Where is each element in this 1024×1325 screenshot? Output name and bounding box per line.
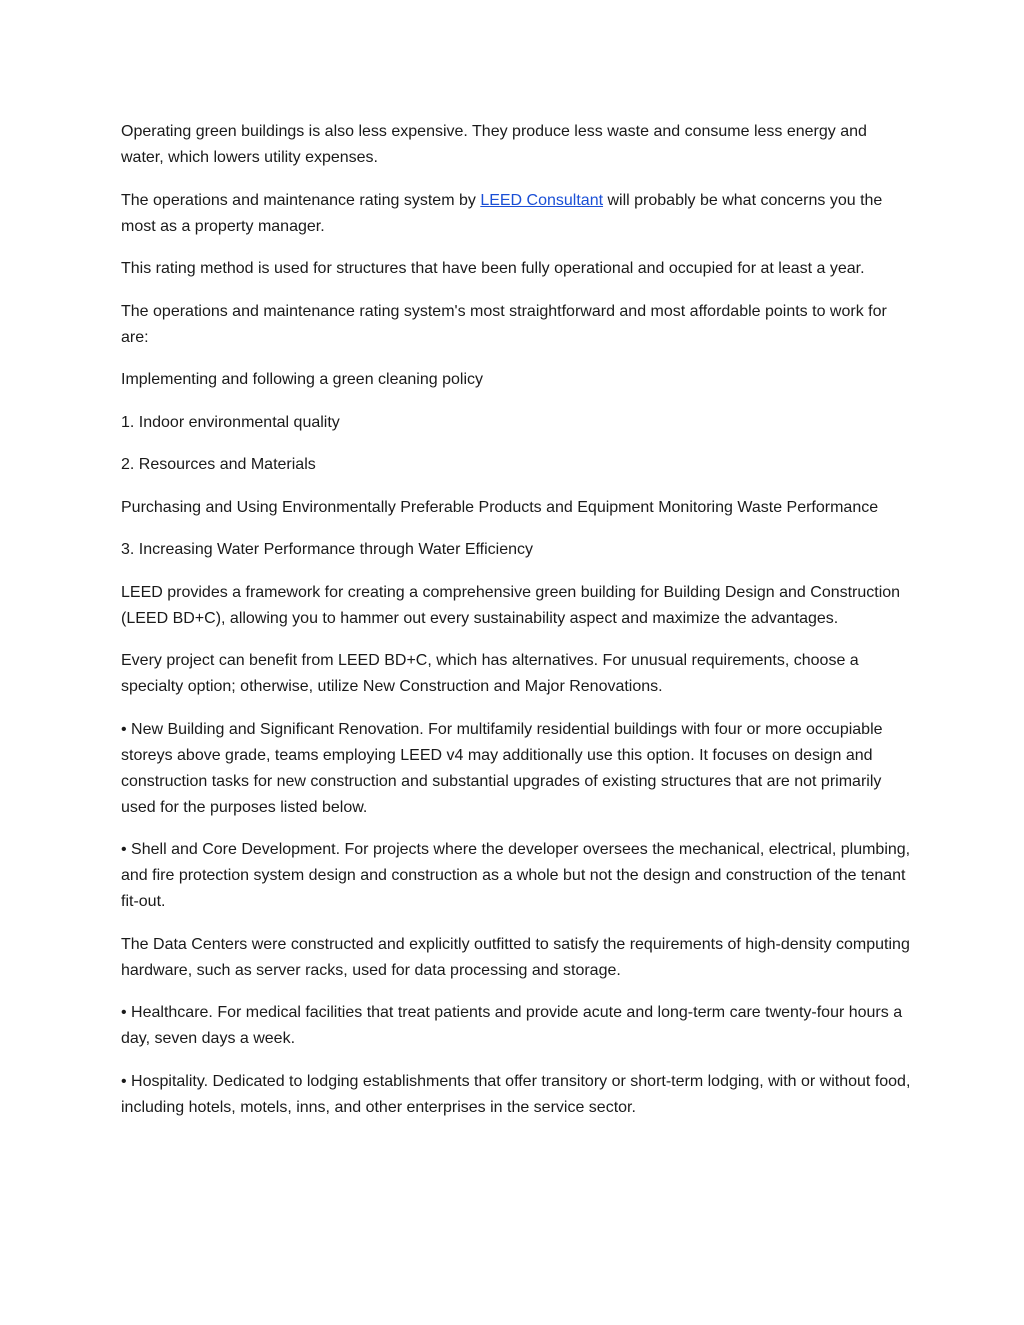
paragraph-leed-bdc: Every project can benefit from LEED BD+C, which has alternatives. For unusual requirements, choose a specialty option; otherwise, utilize New Construction and Major Renovations. bbox=[121, 652, 859, 695]
bullet-hospitality: • Hospitality. Dedicated to lodging establishments that offer transitory or short-term lodging, with or without food, including hotels, motels, inns, and other enterprises in the service sector. bbox=[121, 1072, 911, 1116]
bullet-shell-core: • Shell and Core Development. For projects where the developer oversees the mechanical, electrical, plumbing, and fire protection system design and construction as a whole but not the design and construction of the tenant fit-out. bbox=[121, 841, 911, 910]
document-page bbox=[121, 119, 911, 1137]
list-item-resources-materials: 2. Resources and Materials bbox=[121, 456, 316, 473]
paragraph-points-intro: The operations and maintenance rating system's most straightforward and most affordable points to work for are: bbox=[121, 302, 887, 346]
list-item-indoor-quality: 1. Indoor environmental quality bbox=[121, 413, 340, 431]
list-item-water-efficiency: 3. Increasing Water Performance through Water Efficiency bbox=[121, 541, 534, 558]
paragraph-purchasing: Purchasing and Using Environmentally Preferable Products and Equipment Monitoring Waste Performance bbox=[121, 498, 879, 516]
bullet-new-building: • New Building and Significant Renovation. For multifamily residential buildings with four or more occupiable storeys above grade, teams employing LEED v4 may additionally use this option. It focuses on design and construction tasks for new construction and substantial upgrades of existing structures that are not primarily used for the purposes listed below. bbox=[121, 720, 883, 816]
paragraph-data-centers: The Data Centers were constructed and explicitly outfitted to satisfy the requirements of high-density computing hardware, such as server racks, used for data processing and storage. bbox=[121, 935, 910, 979]
paragraph-rating-method: This rating method is used for structures that have been fully operational and occupied for at least a year. bbox=[121, 260, 865, 277]
paragraph-rating-system-text-before: The operations and maintenance rating system by bbox=[121, 191, 481, 209]
paragraph-green-cleaning: Implementing and following a green cleaning policy bbox=[121, 371, 483, 388]
paragraph-leed-framework: LEED provides a framework for creating a comprehensive green building for Building Design and Construction (LEED BD+C), allowing you to hammer out every sustainability aspect and maximize the advantages. bbox=[121, 583, 901, 627]
leed-consultant-link[interactable]: LEED Consultant bbox=[480, 191, 604, 209]
bullet-healthcare: • Healthcare. For medical facilities that treat patients and provide acute and long-term care twenty-four hours a day, seven days a week. bbox=[121, 1004, 903, 1047]
paragraph-rating-system bbox=[121, 188, 911, 240]
paragraph-rating-system-text-after: will probably be what concerns you the most as a property manager. bbox=[121, 191, 883, 235]
paragraph-operating-costs: Operating green buildings is also less expensive. They produce less waste and consume less energy and water, which lowers utility expenses. bbox=[121, 123, 867, 166]
